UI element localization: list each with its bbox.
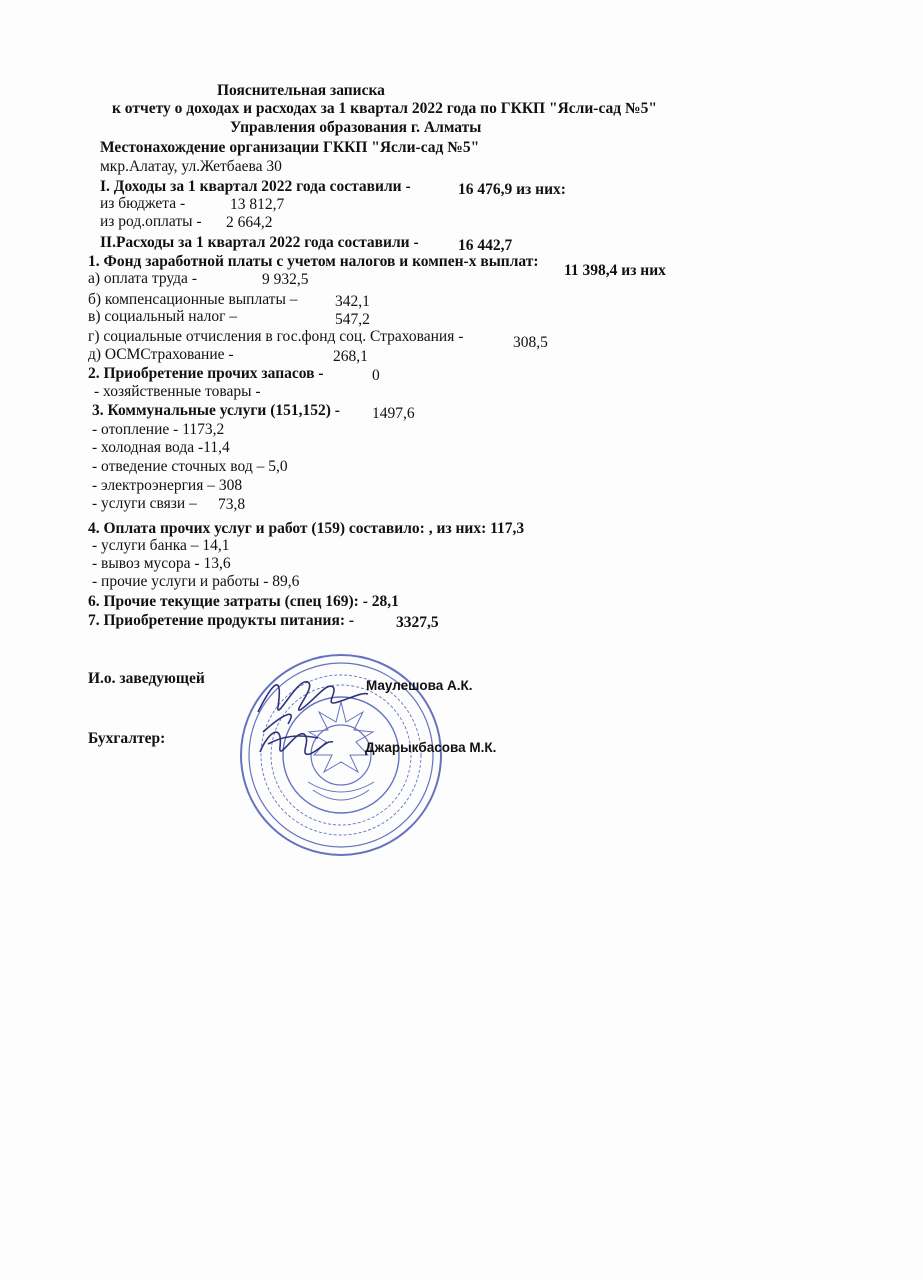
section1-item-value: 268,1 xyxy=(333,348,368,365)
section3-item: - холодная вода -11,4 xyxy=(92,439,230,456)
section1-item-value: 547,2 xyxy=(335,311,370,328)
income-budget-label: из бюджета - xyxy=(100,195,186,212)
section1-item-label: в) социальный налог – xyxy=(88,308,238,325)
section1-item-label: а) оплата труда - xyxy=(88,270,197,287)
section1-item-label: г) социальные отчисления в гос.фонд соц. Страхования - xyxy=(88,328,464,345)
section3-comm-label: - услуги связи – xyxy=(92,495,197,512)
section2-label: 2. Приобретение прочих запасов - xyxy=(88,365,324,382)
income-parent-value: 2 664,2 xyxy=(226,214,273,231)
expenses-label: II.Расходы за 1 квартал 2022 года составили - xyxy=(100,234,419,251)
accountant-name: Джарыкбасова М.К. xyxy=(365,740,497,755)
section4-item: - прочие услуги и работы - 89,6 xyxy=(92,573,300,590)
section1-item-label: д) ОСМСтрахование - xyxy=(88,346,234,363)
section4-item: - услуги банка – 14,1 xyxy=(92,537,230,554)
doc-title: Пояснительная записка xyxy=(217,82,385,99)
section1-item-value: 342,1 xyxy=(335,293,370,310)
accountant-title: Бухгалтер: xyxy=(88,730,166,747)
section3-item: - электроэнергия – 308 xyxy=(92,477,243,494)
section7-value: 3327,5 xyxy=(396,614,439,631)
section3-comm-value: 73,8 xyxy=(218,496,246,513)
location-address: мкр.Алатау, ул.Жетбаева 30 xyxy=(100,158,282,175)
expenses-total: 16 442,7 xyxy=(458,237,513,254)
section1-item-value: 308,5 xyxy=(513,334,548,351)
doc-subtitle: к отчету о доходах и расходах за 1 квартал 2022 года по ГККП "Ясли-сад №5" xyxy=(112,100,657,117)
section4-label: 4. Оплата прочих услуг и работ (159) составило: , из них: 117,3 xyxy=(88,520,525,537)
section2-item: - хозяйственные товары - xyxy=(94,383,261,400)
section6-label: 6. Прочие текущие затраты (спец 169): - 28,1 xyxy=(88,593,399,610)
income-total: 16 476,9 из них: xyxy=(458,181,566,198)
section1-total: 11 398,4 из них xyxy=(564,262,666,279)
section3-total: 1497,6 xyxy=(372,405,415,422)
section7-label: 7. Приобретение продукты питания: - xyxy=(88,612,355,629)
section1-label: 1. Фонд заработной платы с учетом налогов и компен-х выплат: xyxy=(88,253,539,270)
section1-item-value: 9 932,5 xyxy=(262,271,309,288)
section3-item: - отведение сточных вод – 5,0 xyxy=(92,458,288,475)
section4-item: - вывоз мусора - 13,6 xyxy=(92,555,231,572)
income-budget-value: 13 812,7 xyxy=(230,196,285,213)
section3-item: - отопление - 1173,2 xyxy=(92,421,225,438)
doc-department: Управления образования г. Алматы xyxy=(230,119,482,136)
income-label: I. Доходы за 1 квартал 2022 года составили - xyxy=(100,178,411,195)
income-parent-label: из род.оплаты - xyxy=(100,213,202,230)
location-label: Местонахождение организации ГККП "Ясли-сад №5" xyxy=(100,139,480,156)
section1-item-label: б) компенсационные выплаты – xyxy=(88,291,298,308)
head-name: Маулешова А.К. xyxy=(366,678,473,693)
section2-total: 0 xyxy=(372,367,380,384)
section3-label: 3. Коммунальные услуги (151,152) - xyxy=(92,402,340,419)
head-title: И.о. заведующей xyxy=(88,670,205,687)
